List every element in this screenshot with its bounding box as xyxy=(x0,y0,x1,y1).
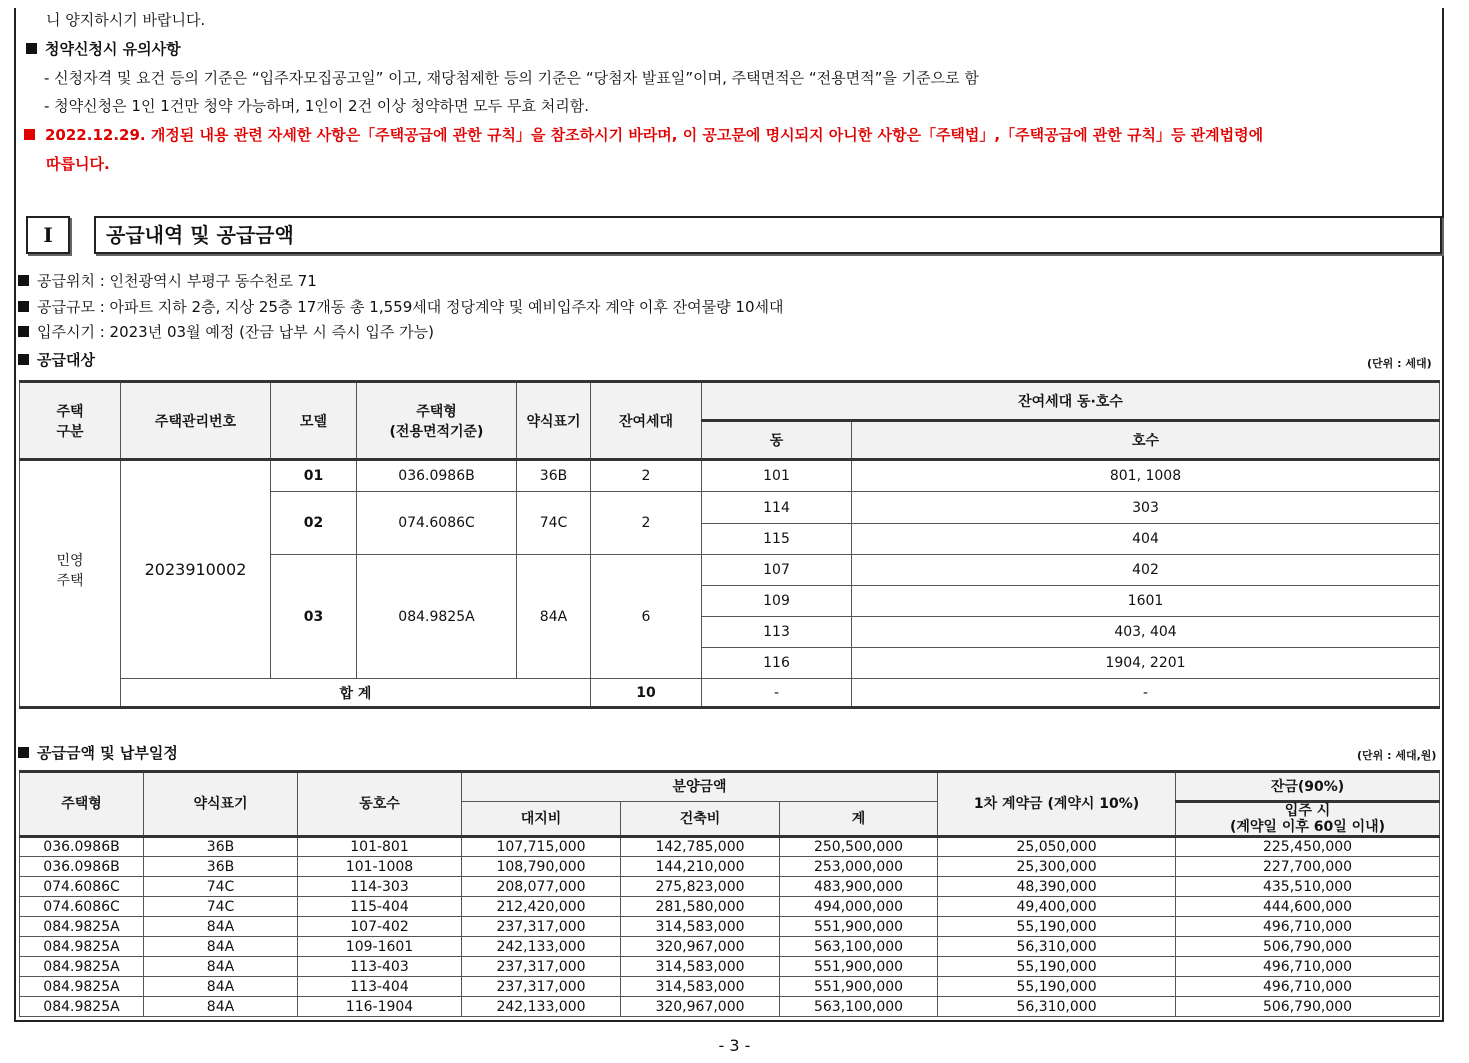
price-cell-land: 212,420,000 xyxy=(462,897,621,917)
section-title: 공급내역 및 공급금액 xyxy=(94,216,1442,254)
square-bullet-icon xyxy=(26,43,37,54)
price-cell-building: 314,583,000 xyxy=(621,957,780,977)
price-cell-unit: 113-404 xyxy=(298,977,462,997)
dong-cell: 116 xyxy=(702,648,852,679)
count-cell: 2 xyxy=(591,492,702,555)
price-cell-sum: 563,100,000 xyxy=(780,937,938,957)
abbr-cell: 74C xyxy=(517,492,591,555)
th-dong: 동 xyxy=(702,421,852,460)
price-cell-sum: 551,900,000 xyxy=(780,957,938,977)
price-heading: 공급금액 및 납부일정 xyxy=(18,742,178,763)
price-cell-building: 281,580,000 xyxy=(621,897,780,917)
red-notice: 2022.12.29. 개정된 내용 관련 자세한 사항은「주택공급에 관한 규칙」을 참조하시기 바라며, 이 공고문에 명시되지 아니한 사항은「주택법」,「주택공급에 관한 규칙」등 관계법령에 xyxy=(24,124,1263,145)
price-cell-type: 084.9825A xyxy=(20,977,144,997)
price-row xyxy=(20,957,1440,977)
square-bullet-icon xyxy=(18,301,29,312)
info-movein: 입주시기 : 2023년 03월 예정 (잔금 납부 시 즉시 입주 가능) xyxy=(18,321,434,342)
info-location: 공급위치 : 인천광역시 부평구 동수천로 71 xyxy=(18,270,317,291)
th-mgmt-no: 주택관리번호 xyxy=(121,382,271,460)
price-cell-sum: 483,900,000 xyxy=(780,877,938,897)
th-abbr: 약식표기 xyxy=(517,382,591,460)
price-cell-abbr: 84A xyxy=(144,957,298,977)
price-cell-type: 084.9825A xyxy=(20,937,144,957)
price-cell-balance: 496,710,000 xyxy=(1176,957,1440,977)
price-row xyxy=(20,917,1440,937)
price-cell-abbr: 74C xyxy=(144,897,298,917)
abbr-cell: 36B xyxy=(517,460,591,492)
count-cell: 2 xyxy=(591,460,702,492)
price-cell-balance: 496,710,000 xyxy=(1176,977,1440,997)
square-bullet-icon xyxy=(18,326,29,337)
dong-cell: 115 xyxy=(702,524,852,555)
th-unit-no: 동호수 xyxy=(298,772,462,837)
th-remaining: 잔여세대 xyxy=(591,382,702,460)
price-cell-sum: 494,000,000 xyxy=(780,897,938,917)
th-model: 모델 xyxy=(271,382,357,460)
th-ho: 호수 xyxy=(852,421,1440,460)
price-cell-abbr: 84A xyxy=(144,917,298,937)
price-cell-abbr: 36B xyxy=(144,837,298,857)
caution-heading: 청약신청시 유의사항 xyxy=(26,38,181,59)
ho-cell: 402 xyxy=(852,555,1440,586)
price-cell-building: 320,967,000 xyxy=(621,997,780,1017)
price-row xyxy=(20,937,1440,957)
price-cell-building: 320,967,000 xyxy=(621,937,780,957)
info-scale: 공급규모 : 아파트 지하 2층, 지상 25층 17개동 총 1,559세대 정당계약 및 예비입주자 계약 이후 잔여물량 10세대 xyxy=(18,296,783,317)
price-cell-balance: 496,710,000 xyxy=(1176,917,1440,937)
price-cell-abbr: 36B xyxy=(144,857,298,877)
abbr-cell: 84A xyxy=(517,555,591,679)
total-ho: - xyxy=(852,679,1440,708)
house-kind-cell: 민영 주택 xyxy=(20,460,121,679)
price-cell-first: 55,190,000 xyxy=(938,957,1176,977)
price-row xyxy=(20,997,1440,1017)
th-land: 대지비 xyxy=(462,802,621,837)
price-cell-type: 074.6086C xyxy=(20,897,144,917)
dong-cell: 113 xyxy=(702,617,852,648)
ho-cell: 303 xyxy=(852,492,1440,524)
model-cell: 01 xyxy=(271,460,357,492)
price-cell-first: 48,390,000 xyxy=(938,877,1176,897)
type-cell: 084.9825A xyxy=(357,555,517,679)
mgmt-no-cell: 2023910002 xyxy=(121,460,271,679)
th-sum: 계 xyxy=(780,802,938,837)
price-cell-first: 55,190,000 xyxy=(938,917,1176,937)
price-cell-balance: 444,600,000 xyxy=(1176,897,1440,917)
th-building: 건축비 xyxy=(621,802,780,837)
price-cell-land: 208,077,000 xyxy=(462,877,621,897)
price-cell-unit: 101-1008 xyxy=(298,857,462,877)
supply-target-heading: 공급대상 xyxy=(18,349,95,370)
price-cell-abbr: 84A xyxy=(144,937,298,957)
type-cell: 074.6086C xyxy=(357,492,517,555)
price-cell-first: 25,300,000 xyxy=(938,857,1176,877)
ho-cell: 801, 1008 xyxy=(852,460,1440,492)
price-cell-type: 074.6086C xyxy=(20,877,144,897)
th-sale: 분양금액 xyxy=(462,772,938,802)
price-cell-land: 242,133,000 xyxy=(462,997,621,1017)
price-cell-type: 084.9825A xyxy=(20,957,144,977)
price-cell-building: 142,785,000 xyxy=(621,837,780,857)
price-cell-sum: 563,100,000 xyxy=(780,997,938,1017)
price-row xyxy=(20,877,1440,897)
price-cell-balance: 227,700,000 xyxy=(1176,857,1440,877)
price-cell-abbr: 84A xyxy=(144,977,298,997)
price-cell-unit: 109-1601 xyxy=(298,937,462,957)
th-abbr: 약식표기 xyxy=(144,772,298,837)
price-cell-unit: 116-1904 xyxy=(298,997,462,1017)
price-cell-unit: 113-403 xyxy=(298,957,462,977)
price-cell-first: 56,310,000 xyxy=(938,937,1176,957)
price-cell-land: 237,317,000 xyxy=(462,957,621,977)
price-cell-balance: 506,790,000 xyxy=(1176,997,1440,1017)
price-cell-building: 275,823,000 xyxy=(621,877,780,897)
price-row xyxy=(20,837,1440,857)
price-cell-first: 55,190,000 xyxy=(938,977,1176,997)
price-row xyxy=(20,977,1440,997)
price-row xyxy=(20,857,1440,877)
price-table xyxy=(19,770,1440,1017)
price-cell-unit: 114-303 xyxy=(298,877,462,897)
th-dong-ho: 잔여세대 동·호수 xyxy=(702,382,1440,421)
supply-target-table xyxy=(19,380,1440,709)
dong-cell: 101 xyxy=(702,460,852,492)
price-cell-first: 56,310,000 xyxy=(938,997,1176,1017)
intro-line: 니 양지하시기 바랍니다. xyxy=(46,11,206,29)
price-cell-land: 107,715,000 xyxy=(462,837,621,857)
model-cell: 03 xyxy=(271,555,357,679)
price-cell-unit: 115-404 xyxy=(298,897,462,917)
price-unit: (단위 : 세대,원) xyxy=(1357,749,1437,762)
dong-cell: 114 xyxy=(702,492,852,524)
price-cell-land: 237,317,000 xyxy=(462,917,621,937)
square-bullet-icon xyxy=(18,354,29,365)
page-number: - 3 - xyxy=(718,1036,751,1055)
caution-item: - 신청자격 및 요건 등의 기준은 “입주자모집공고일” 이고, 재당첨제한 등의 기준은 “당첨자 발표일”이며, 주택면적은 “전용면적”을 기준으로 함 xyxy=(44,69,979,87)
price-cell-sum: 250,500,000 xyxy=(780,837,938,857)
price-cell-balance: 225,450,000 xyxy=(1176,837,1440,857)
caution-item: - 청약신청은 1인 1건만 청약 가능하며, 1인이 2건 이상 청약하면 모두 무효 처리함. xyxy=(44,97,590,115)
price-cell-type: 084.9825A xyxy=(20,917,144,937)
supply-unit: (단위 : 세대) xyxy=(1367,357,1432,370)
ho-cell: 403, 404 xyxy=(852,617,1440,648)
model-cell: 02 xyxy=(271,492,357,555)
price-cell-sum: 551,900,000 xyxy=(780,917,938,937)
price-cell-abbr: 84A xyxy=(144,997,298,1017)
th-first-payment: 1차 계약금 (계약시 10%) xyxy=(938,772,1176,837)
ho-cell: 404 xyxy=(852,524,1440,555)
price-cell-type: 036.0986B xyxy=(20,837,144,857)
th-balance-sub: 입주 시 (계약일 이후 60일 이내) xyxy=(1176,802,1440,837)
empty-cell xyxy=(20,679,121,708)
th-type: 주택형 xyxy=(20,772,144,837)
square-bullet-icon xyxy=(18,275,29,286)
count-cell: 6 xyxy=(591,555,702,679)
price-cell-first: 49,400,000 xyxy=(938,897,1176,917)
price-cell-building: 314,583,000 xyxy=(621,977,780,997)
price-cell-abbr: 74C xyxy=(144,877,298,897)
price-cell-building: 144,210,000 xyxy=(621,857,780,877)
red-notice-cont: 따릅니다. xyxy=(46,155,110,173)
price-cell-unit: 101-801 xyxy=(298,837,462,857)
th-house-kind: 주택 구분 xyxy=(20,382,121,460)
total-label: 합 계 xyxy=(121,679,591,708)
price-cell-sum: 253,000,000 xyxy=(780,857,938,877)
price-cell-unit: 107-402 xyxy=(298,917,462,937)
th-house-type: 주택형 (전용면적기준) xyxy=(357,382,517,460)
price-cell-building: 314,583,000 xyxy=(621,917,780,937)
price-row xyxy=(20,897,1440,917)
dong-cell: 109 xyxy=(702,586,852,617)
ho-cell: 1601 xyxy=(852,586,1440,617)
square-bullet-icon xyxy=(18,747,29,758)
red-square-bullet-icon xyxy=(24,129,35,140)
type-cell: 036.0986B xyxy=(357,460,517,492)
total-count: 10 xyxy=(591,679,702,708)
price-cell-land: 242,133,000 xyxy=(462,937,621,957)
price-cell-balance: 506,790,000 xyxy=(1176,937,1440,957)
price-cell-land: 237,317,000 xyxy=(462,977,621,997)
th-balance: 잔금(90%) xyxy=(1176,772,1440,802)
ho-cell: 1904, 2201 xyxy=(852,648,1440,679)
price-cell-balance: 435,510,000 xyxy=(1176,877,1440,897)
section-number: I xyxy=(26,216,70,254)
price-cell-first: 25,050,000 xyxy=(938,837,1176,857)
price-cell-type: 084.9825A xyxy=(20,997,144,1017)
price-cell-land: 108,790,000 xyxy=(462,857,621,877)
total-dong: - xyxy=(702,679,852,708)
price-cell-type: 036.0986B xyxy=(20,857,144,877)
price-cell-sum: 551,900,000 xyxy=(780,977,938,997)
dong-cell: 107 xyxy=(702,555,852,586)
